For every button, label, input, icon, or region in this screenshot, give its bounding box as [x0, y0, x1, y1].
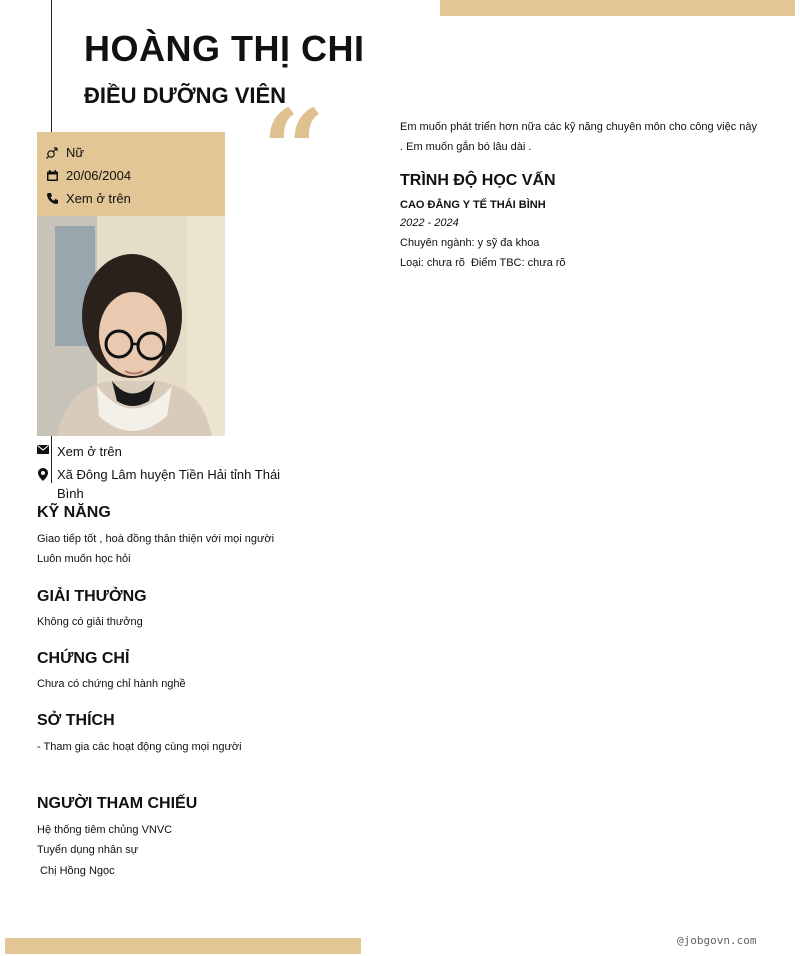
gender-value: Nữ — [66, 145, 85, 160]
bottom-accent-bar — [5, 938, 361, 954]
email-value: Xem ở trên — [57, 444, 122, 459]
phone-value: Xem ở trên — [66, 191, 131, 206]
reference-item: Hệ thống tiêm chủng VNVC — [37, 824, 173, 836]
reference-item: Tuyển dụng nhân sự — [37, 844, 139, 856]
award-item: Không có giải thưởng — [37, 616, 143, 628]
vertical-divider — [51, 0, 52, 132]
email-row — [37, 442, 282, 461]
birthday-value: 20/06/2004 — [66, 168, 132, 183]
candidate-name: HOÀNG THỊ CHI — [84, 28, 365, 69]
hobbies-heading: SỞ THÍCH — [37, 712, 115, 729]
gender-row — [45, 145, 84, 160]
reference-item: Chị Hồng Ngọc — [37, 865, 115, 877]
skills-heading: KỸ NĂNG — [37, 504, 111, 521]
awards-heading: GIẢI THƯỞNG — [37, 588, 147, 605]
job-title: ĐIỀU DƯỠNG VIÊN — [84, 83, 287, 108]
skill-item: Luôn muốn học hỏi — [37, 553, 131, 565]
references-heading: NGƯỜI THAM CHIẾU — [37, 795, 198, 812]
education-major: Chuyên ngành: y sỹ đa khoa — [400, 237, 540, 249]
education-grade: Loại: chưa rõ Điểm TBC: chưa rõ — [400, 257, 566, 269]
top-accent-bar — [440, 0, 795, 16]
education-heading: TRÌNH ĐỘ HỌC VẤN — [400, 172, 556, 189]
birthday-row — [45, 168, 131, 183]
location-icon — [37, 468, 49, 481]
profile-photo — [37, 216, 225, 436]
objective-line: . Em muốn gắn bó lâu dài . — [400, 141, 532, 153]
gender-icon — [45, 146, 59, 160]
skill-item: Giao tiếp tốt , hoà đồng thân thiện với mọi người — [37, 533, 275, 545]
phone-row — [45, 191, 131, 206]
address-value: Xã Đông Lâm huyện Tiền Hải tỉnh Thái Bình — [57, 467, 281, 501]
calendar-icon — [45, 169, 59, 183]
phone-icon — [45, 192, 59, 206]
education-period: 2022 - 2024 — [400, 217, 459, 229]
watermark: @jobgovn.com — [677, 934, 757, 947]
quote-mark-icon: “ — [262, 85, 326, 214]
career-objective — [400, 117, 770, 157]
email-icon — [37, 445, 49, 454]
hobby-item: - Tham gia các hoạt động cùng mọi người — [37, 741, 242, 753]
certificates-heading: CHỨNG CHỈ — [37, 650, 130, 667]
address-row — [37, 465, 282, 503]
personal-info-box — [37, 132, 225, 216]
certificate-item: Chưa có chứng chỉ hành nghề — [37, 678, 186, 690]
objective-line: Em muốn phát triển hơn nữa các kỹ năng chuyên môn cho công việc này — [400, 121, 758, 133]
school-name: CAO ĐẲNG Y TẾ THÁI BÌNH — [400, 199, 546, 211]
